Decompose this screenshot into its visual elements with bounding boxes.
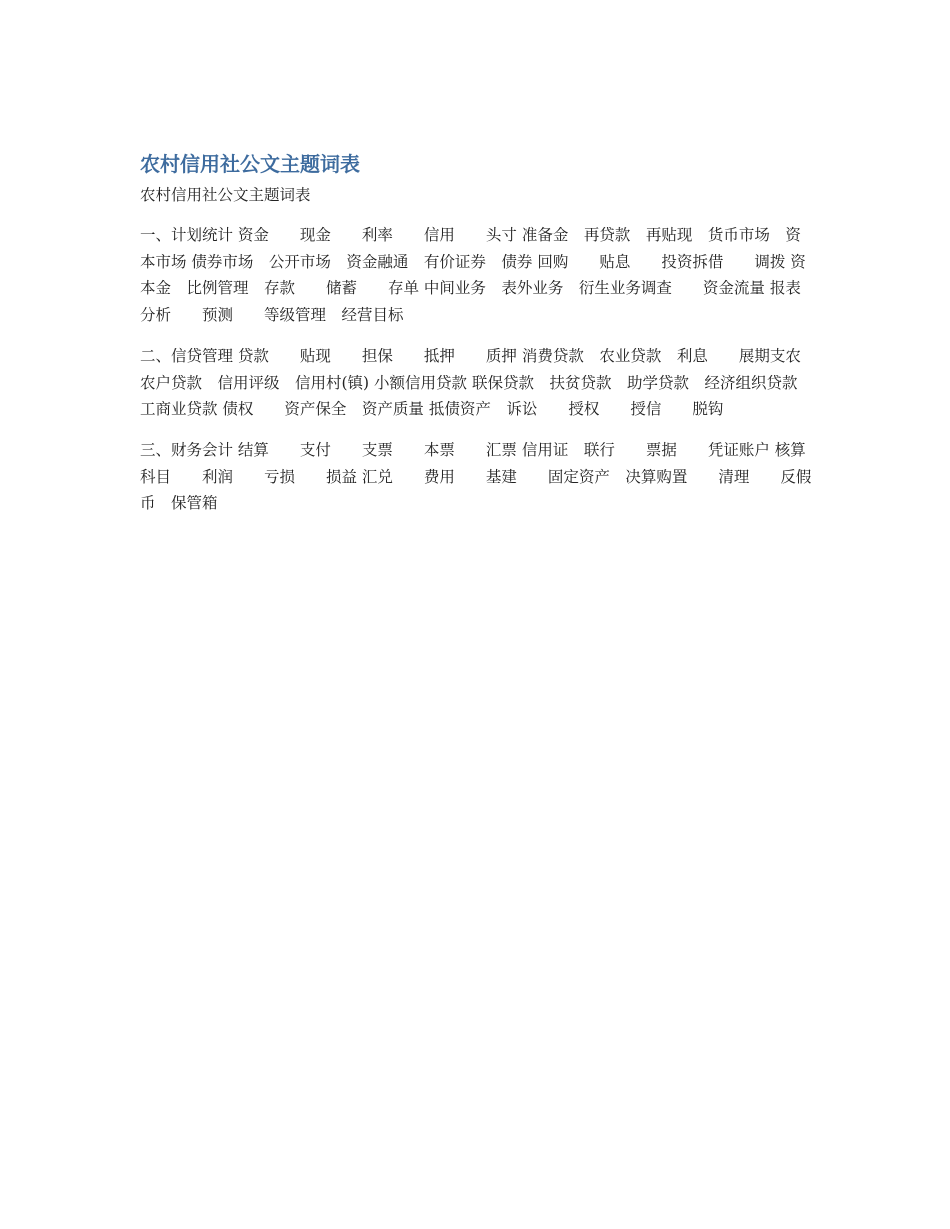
document-subtitle: 农村信用社公文主题词表 <box>140 186 311 204</box>
document-body <box>140 150 837 531</box>
section-credit-management: 二、信贷管理 贷款 贴现 担保 抵押 质押 消费贷款 农业贷款 利息 展期支农 农户贷款 信用评级 信用村(镇) 小额信用贷款 联保贷款 扶贫贷款 助学贷款 经济组织贷款 工商业贷款 债权 资产保全 资产质量 抵债资产 诉讼 授权 授信 脱钩 <box>140 346 806 419</box>
section-planning-statistics: 一、计划统计 资金 现金 利率 信用 头寸 准备金 再贷款 再贴现 货币市场 资本市场 债券市场 公开市场 资金融通 有价证券 债券 回购 贴息 投资拆借 调拨 资本金 比例管理 存款 储蓄 存单 中间业务 表外业务 衍生业务调查 资金流量 报表 分析 预测 等级管理 经营目标 <box>140 226 832 325</box>
section-finance-accounting: 三、财务会计 结算 支付 支票 本票 汇票 信用证 联行 票据 凭证账户 核算 科目 利润 亏损 损益 汇兑 费用 基建 固定资产 决算购置 清理 反假币 保管箱 <box>140 440 837 513</box>
document-title: 农村信用社公文主题词表 <box>140 152 360 176</box>
